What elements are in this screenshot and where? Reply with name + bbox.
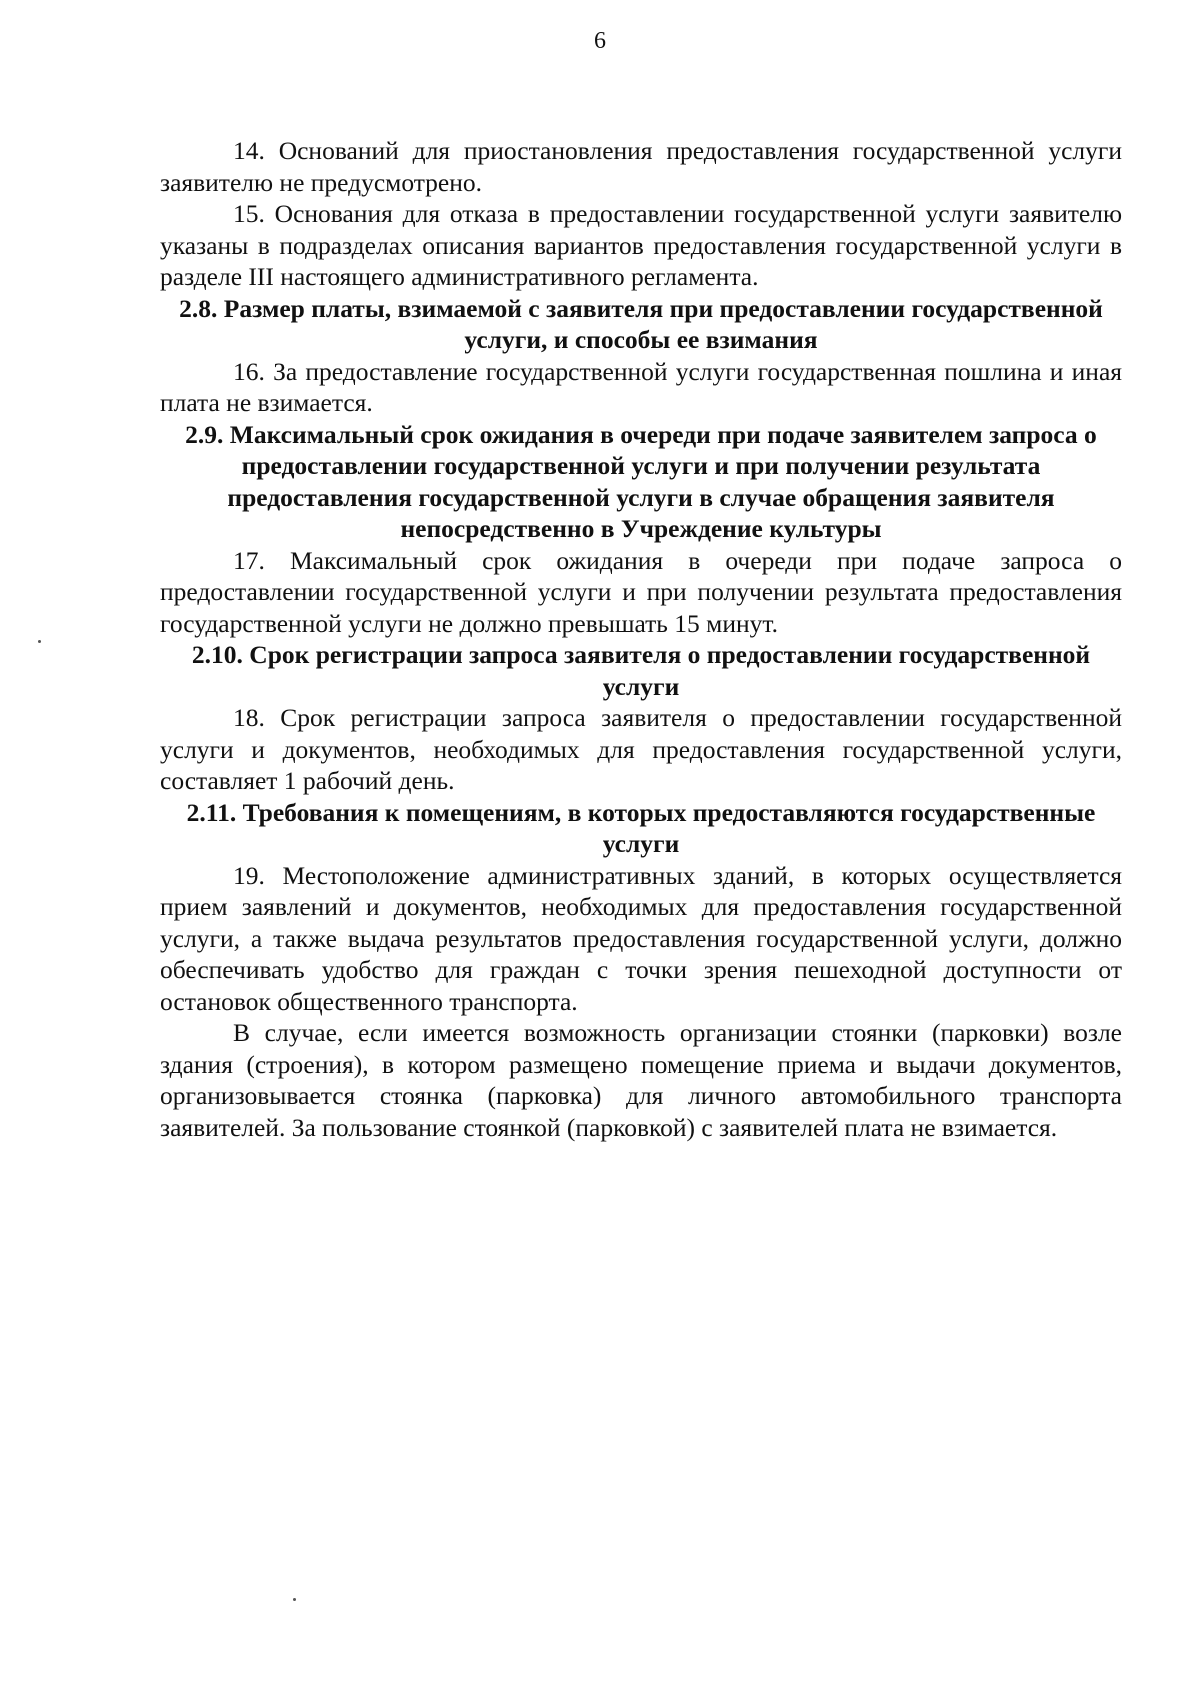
paragraph-14: 14. Оснований для приостановления предоставления государственной услуги заявителю не предусмотрено. [160, 136, 1122, 197]
scan-speck [38, 640, 41, 643]
paragraph-parking: В случае, если имеется возможность организации стоянки (парковки) возле здания (строения), в котором размещено помещение приема и выдачи документов, организовывается стоянка (парковка) для личного автомобильного транспорта заявителей. За пользование стоянкой (парковкой) с заявителей плата не взимается. [160, 1018, 1122, 1142]
document-body [160, 135, 1122, 1143]
page-number: 6 [594, 28, 606, 54]
section-heading-2-11: 2.11. Требования к помещениям, в которых предоставляются государственные услуги [186, 797, 1096, 858]
paragraph-17: 17. Максимальный срок ожидания в очереди при подаче запроса о предоставлении государственной услуги и при получении результата предоставления государственной услуги не должно превышать 15 минут. [160, 545, 1122, 638]
scan-speck [293, 1598, 296, 1601]
paragraph-16: 16. За предоставление государственной услуги государственная пошлина и иная плата не взимается. [160, 356, 1122, 417]
section-heading-2-9: 2.9. Максимальный срок ожидания в очереди при подаче заявителем запроса о предоставлении государственной услуги и при получении результата предоставления государственной услуги в случае обращения заявителя непосредственно в Учреждение культуры [185, 419, 1097, 543]
section-heading-2-10: 2.10. Срок регистрации запроса заявителя о предоставлении государственной услуги [191, 640, 1091, 701]
paragraph-15: 15. Основания для отказа в предоставлении государственной услуги заявителю указаны в подразделах описания вариантов предоставления государственной услуги в разделе III настоящего административного регламента. [160, 199, 1122, 291]
paragraph-18: 18. Срок регистрации запроса заявителя о предоставлении государственной услуги и документов, необходимых для предоставления государственной услуги, составляет 1 рабочий день. [160, 703, 1122, 795]
paragraph-19: 19. Местоположение административных зданий, в которых осуществляется прием заявлений и документов, необходимых для предоставления государственной услуги, а также выдача результатов предоставления государственной услуги, должно обеспечивать удобство для граждан с точки зрения пешеходной доступности от остановок общественного транспорта. [160, 860, 1122, 1016]
section-heading-2-8: 2.8. Размер платы, взимаемой с заявителя при предоставлении государственной услуги, и способы ее взимания [179, 293, 1103, 354]
